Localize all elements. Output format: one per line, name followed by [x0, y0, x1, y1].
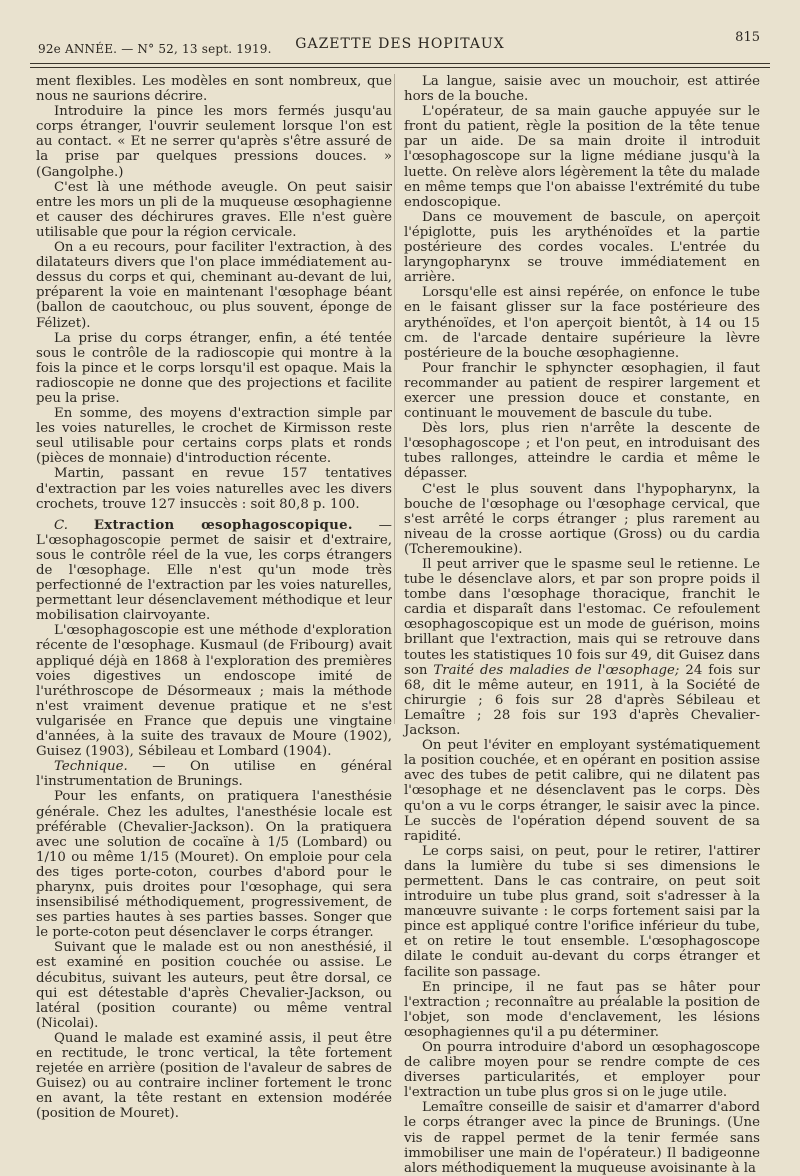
section-paragraph: [36, 518, 392, 624]
right-column: [404, 74, 760, 1176]
paragraph: Pour franchir le sphyncter œsophagien, il faut recommander au patient de respirer largement et exercer une pression douce et constante, en continuant le mouvement de bascule du tube.: [404, 360, 760, 422]
paragraph: L'opérateur, de sa main gauche appuyée sur le front du patient, règle la position de la tête tenue par un aide. De sa main droite il introduit l'œsophagoscope sur la ligne médiane jusqu'à la luette. On relève alors légèrement la tête du malade en même temps que l'on abaisse l'extrémité du tube endoscopique.: [404, 104, 760, 210]
technique-paragraph: [36, 759, 392, 789]
section-letter: C.: [54, 517, 68, 533]
paragraph: On a eu recours, pour faciliter l'extraction, à des dilatateurs divers que l'on place immédiatement au-dessus du corps et qui, cheminant au-devant de lui, préparent la voie en maintenant l'œsophage béant (ballon de caoutchouc, ou plus souvent, éponge de Félizet).: [36, 240, 392, 331]
header-rule: [30, 63, 770, 68]
paragraph: La langue, saisie avec un mouchoir, est attirée hors de la bouche.: [404, 74, 760, 105]
column-separator: [394, 74, 395, 724]
page-number: 815: [735, 30, 760, 45]
paragraph: En principe, il ne faut pas se hâter pour l'extraction ; reconnaître au préalable la position de l'objet, son mode d'enclavement, les lésions œsophagiennes qu'il a pu déterminer.: [404, 979, 760, 1040]
section-title: Extraction œsophagoscopique.: [93, 517, 353, 533]
paragraph: Le corps saisi, on peut, pour le retirer, l'attirer dans la lumière du tube si ses dimensions le permettent. Dans le cas contraire, on peut soit introduire un tube plus grand, soit s'adresser à la manœuvre suivante : le corps fortement saisi par la pince est appliqué contre l'orifice inférieur du tube, et on retire le tout ensemble. L'œsophagoscope dilate le conduit au-devant du corps étranger et facilite son passage.: [404, 843, 760, 980]
section-text: — L'œsophagoscopie permet de saisir et d'extraire, sous le contrôle réel de la vue, les corps étrangers de l'œsophage. Elle n'est qu'un mode très perfectionné de l'extraction par les voies naturelles, permettant leur désenclavement méthodique et leur mobilisation clairvoyante.: [36, 517, 392, 624]
paragraph: La prise du corps étranger, enfin, a été tentée sous le contrôle de la radioscopie qui montre à la fois la pince et le corps lorsqu'il est opaque. Mais la radioscopie ne donne que des projections et facilite peu la prise.: [36, 330, 392, 406]
paragraph: Lemaître conseille de saisir et d'amarrer d'abord le corps étranger avec la pince de Brunings. (Une vis de rappel permet de la tenir fermée sans immobiliser une main de l'opérateur.) Il badigeonne alors méthodiquement la muqueuse avoisinante à la: [404, 1100, 760, 1176]
paragraph: En somme, des moyens d'extraction simple par les voies naturelles, le crochet de Kirmisson reste seul utilisable pour certains corps plats et ronds (pièces de monnaie) d'introduction récente.: [36, 406, 392, 467]
paragraph: Dans ce mouvement de bascule, on aperçoit l'épiglotte, puis les arythénoïdes et la partie postérieure des cordes vocales. L'entrée du laryngopharynx se trouve immédiatement en arrière.: [404, 209, 760, 286]
paragraph: Suivant que le malade est ou non anesthésié, il est examiné en position couchée ou assise. Le décubitus, suivant les auteurs, peut être dorsal, ce qui est détestable d'après Chevalier-Jackson, ou latéral (position courante) ou même ventral (Nicolai).: [36, 940, 392, 1031]
text-run: 24 fois sur 68, dit le même auteur, en 1911, à la Société de chirurgie ; 6 fois sur 28 d'après Sébileau et Lemaître ; 28 fois sur 193 d'après Chevalier-Jackson.: [404, 662, 760, 739]
left-column: [36, 74, 392, 1121]
page-header: [30, 26, 770, 56]
journal-title: GAZETTE DES HOPITAUX: [295, 36, 505, 52]
text-run: Il peut arriver que le spasme seul le retienne. Le tube le désenclave alors, et par son propre poids il tombe dans l'œsophage thoracique, franchit le cardia et disparaît dans l'estomac. Ce refoulement œsophagoscopique est un mode de guérison, moins brillant que l'extraction, mais qui se retrouve dans toutes les statistiques 10 fois sur 49, dit Guisez dans son: [404, 557, 760, 678]
paragraph: ment flexibles. Les modèles en sont nombreux, que nous ne saurions décrire.: [36, 74, 392, 105]
book-title: Traité des maladies de l'œsophage;: [433, 662, 680, 678]
paragraph: [404, 557, 760, 738]
technique-text: — On utilise en général l'instrumentation de Brunings.: [36, 759, 392, 790]
paragraph: On peut l'éviter en employant systématiquement la position couchée, et en opérant en position assise avec des tubes de petit calibre, qui ne dilatent pas l'œsophage et ne désenclavent pas le corps. Dès qu'on a vu le corps étranger, le saisir avec la pince. Le succès de l'opération dépend souvent de sa rapidité.: [404, 738, 760, 844]
paragraph: Lorsqu'elle est ainsi repérée, on enfonce le tube en le faisant glisser sur la face postérieure des arythénoïdes, et l'on aperçoit bientôt, à 14 ou 15 cm. de l'arcade dentaire supérieure la lèvre postérieure de la bouche œsophagienne.: [404, 285, 760, 361]
paragraph: L'œsophagoscopie est une méthode d'exploration récente de l'œsophage. Kusmaul (de Fribourg) avait appliqué déjà en 1868 à l'exploration des premières voies digestives un endoscope imité de l'uréthroscope de Désormeaux ; mais la méthode n'est vraiment devenue pratique et ne s'est vulgarisée en France que depuis une vingtaine d'années, à la suite des travaux de Moure (1902), Guisez (1903), Sébileau et Lombard (1904).: [36, 623, 392, 760]
paragraph: Pour les enfants, on pratiquera l'anesthésie générale. Chez les adultes, l'anesthésie locale est préférable (Chevalier-Jackson). On la pratiquera avec une solution de cocaïne à 1/5 (Lombard) ou 1/10 ou même 1/15 (Mouret). On emploie pour cela des tiges porte-coton, courbes d'abord pour le pharynx, puis droites pour l'œsophage, qui sera insensibilisé méthodiquement, progressivement, de ses parties hautes à ses parties basses. Songer que le porte-coton peut désenclaver le corps étranger.: [36, 789, 392, 941]
paragraph: On pourra introduire d'abord un œsophagoscope de calibre moyen pour se rendre compte de ces diverses particularités, et employer pour l'extraction un tube plus gros si on le juge utile.: [404, 1040, 760, 1101]
paragraph: C'est le plus souvent dans l'hypopharynx, la bouche de l'œsophage ou l'œsophage cervical, que s'est arrêté le corps étranger ; plus rarement au niveau de la crosse aortique (Gross) ou du cardia (Tcheremoukine).: [404, 481, 760, 557]
paragraph: Martin, passant en revue 157 tentatives d'extraction par les voies naturelles avec les divers crochets, trouve 127 insuccès : soit 80,8 p. 100.: [36, 466, 392, 512]
paragraph: Quand le malade est examiné assis, il peut être en rectitude, le tronc vertical, la tête fortement rejetée en arrière (position de l'avaleur de sabres de Guisez) ou au contraire incliner fortement le tronc en avant, la tête restant en extension modérée (position de Mouret).: [36, 1030, 392, 1122]
issue-line: 92e ANNÉE. — N° 52, 13 sept. 1919.: [38, 42, 272, 56]
paragraph: Introduire la pince les mors fermés jusqu'au corps étranger, l'ouvrir seulement lorsque l'on est au contact. « Et ne serrer qu'après s'être assuré de la prise par quelques pressions douces. » (Gangolphe.): [36, 104, 392, 180]
paragraph: C'est là une méthode aveugle. On peut saisir entre les mors un pli de la muqueuse œsophagienne et causer des déchirures graves. Elle n'est guère utilisable que pour la région cervicale.: [36, 179, 392, 240]
technique-label: Technique.: [54, 759, 128, 775]
paragraph: Dès lors, plus rien n'arrête la descente de l'œsophagoscope ; et l'on peut, en introduisant des tubes rallonges, atteindre le cardia et même le dépasser.: [404, 421, 760, 482]
